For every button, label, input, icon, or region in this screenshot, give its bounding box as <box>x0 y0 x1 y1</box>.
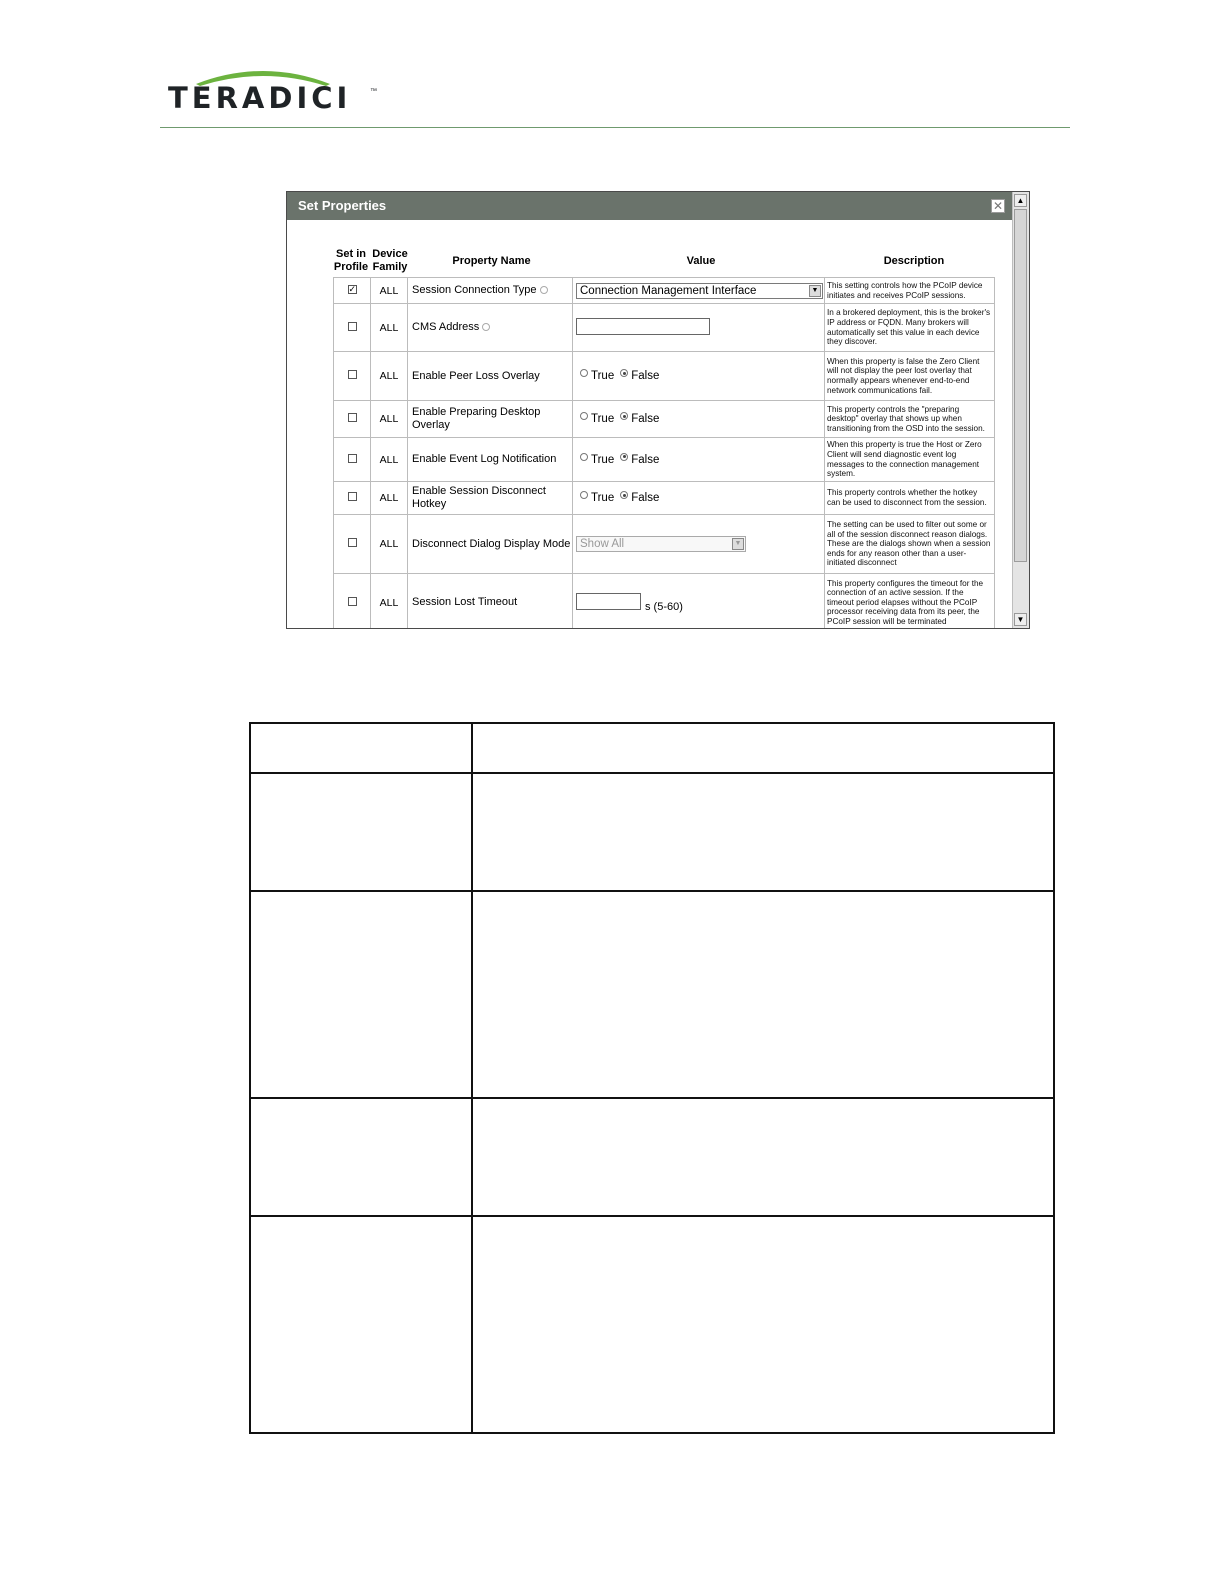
true-radio[interactable] <box>580 412 588 420</box>
true-radio-label: True <box>591 370 615 382</box>
value-cell <box>573 515 825 574</box>
device-family-cell: ALL <box>371 482 408 515</box>
property-name-cell <box>408 574 573 630</box>
device-family-cell: ALL <box>371 574 408 630</box>
header-value: Value <box>686 255 716 267</box>
table-row <box>250 1098 1054 1216</box>
set-in-profile-cell <box>334 574 371 630</box>
session-lost-timeout-input[interactable] <box>576 593 641 610</box>
property-name: Enable Preparing Desktop Overlay <box>412 406 541 431</box>
description-cell: The setting can be used to filter out some or all of the session disconnect reason dialogs. These are the dialogs shown when a session ends for any reason other than a user-initiated disconnect <box>825 515 995 574</box>
table-row <box>250 1216 1054 1433</box>
device-family-cell: ALL <box>371 352 408 401</box>
true-radio-label: True <box>591 413 615 425</box>
true-radio[interactable] <box>580 369 588 377</box>
set-in-profile-checkbox[interactable] <box>348 285 357 294</box>
table-cell <box>250 891 472 1098</box>
set-in-profile-checkbox[interactable] <box>348 322 357 331</box>
true-radio-label: True <box>591 492 615 504</box>
timeout-range-label: s (5-60) <box>645 600 683 613</box>
false-radio[interactable] <box>620 412 628 420</box>
set-in-profile-cell <box>334 352 371 401</box>
value-cell <box>573 352 825 401</box>
device-family-cell: ALL <box>371 304 408 352</box>
session-connection-type-select[interactable] <box>576 283 823 299</box>
property-name: Enable Peer Loss Overlay <box>412 369 540 382</box>
property-name-cell <box>408 304 573 352</box>
value-cell <box>573 482 825 515</box>
scrollbar-thumb[interactable] <box>1014 209 1027 562</box>
description-cell: This property controls the "preparing desktop" overlay that shows up when transitioning from the OSD into the session. <box>825 401 995 438</box>
true-radio[interactable] <box>580 491 588 499</box>
property-row <box>334 401 995 438</box>
property-name-cell <box>408 401 573 438</box>
chevron-down-icon[interactable]: ▼ <box>732 538 744 550</box>
property-name: Disconnect Dialog Display Mode <box>412 537 571 550</box>
table-row <box>250 773 1054 891</box>
false-radio-label: False <box>631 370 660 382</box>
true-false-radio-group <box>576 413 665 425</box>
true-radio-label: True <box>591 453 615 466</box>
set-in-profile-cell <box>334 515 371 574</box>
value-cell <box>573 401 825 438</box>
dialog-title: Set Properties <box>298 198 387 213</box>
header-divider <box>160 127 1070 128</box>
property-name: Session Lost Timeout <box>412 596 518 608</box>
table-cell <box>250 723 472 773</box>
property-row <box>334 304 995 352</box>
device-family-cell: ALL <box>371 401 408 438</box>
false-radio[interactable] <box>620 453 628 461</box>
true-false-radio-group <box>576 492 665 504</box>
set-in-profile-checkbox[interactable] <box>348 370 357 379</box>
true-radio[interactable] <box>580 453 588 461</box>
device-family-cell: ALL <box>371 515 408 574</box>
header-property-name: Property Name <box>452 255 531 267</box>
properties-table <box>333 277 995 629</box>
value-cell <box>573 438 825 482</box>
property-row <box>334 438 995 482</box>
disconnect-dialog-mode-select[interactable] <box>576 536 746 552</box>
set-in-profile-cell <box>334 401 371 438</box>
property-name-cell <box>408 438 573 482</box>
table-row <box>250 891 1054 1098</box>
false-radio[interactable] <box>620 491 628 499</box>
true-false-radio-group <box>576 454 665 466</box>
table-cell <box>250 773 472 891</box>
property-name-cell <box>408 278 573 304</box>
property-row <box>334 515 995 574</box>
set-in-profile-checkbox[interactable] <box>348 413 357 422</box>
header-set-in-profile: Set in Profile <box>333 248 369 273</box>
table-row <box>250 723 1054 773</box>
table-cell <box>250 1098 472 1216</box>
property-name-cell <box>408 352 573 401</box>
document-table <box>249 722 1055 1434</box>
header-device-family: Device Family <box>372 248 408 273</box>
select-value: Show All <box>580 538 625 550</box>
column-headers <box>287 248 1013 274</box>
set-in-profile-cell <box>334 438 371 482</box>
info-icon[interactable] <box>540 286 548 294</box>
false-radio-label: False <box>631 492 660 504</box>
set-in-profile-checkbox[interactable] <box>348 597 357 606</box>
table-cell <box>472 891 1054 1098</box>
select-value: Connection Management Interface <box>580 284 757 297</box>
header-description: Description <box>883 255 945 267</box>
property-row <box>334 482 995 515</box>
description-cell: This property controls whether the hotkey can be used to disconnect from the session. <box>825 482 995 515</box>
description-cell: In a brokered deployment, this is the broker's IP address or FQDN. Many brokers will automatically set this value in each device they discover. <box>825 304 995 352</box>
table-cell <box>472 773 1054 891</box>
close-icon[interactable]: ✕ <box>992 199 1004 213</box>
property-name: Enable Session Disconnect Hotkey <box>412 485 546 510</box>
device-family-cell: ALL <box>371 438 408 482</box>
set-in-profile-checkbox[interactable] <box>348 538 357 547</box>
false-radio-label: False <box>631 453 660 466</box>
table-cell <box>472 1216 1054 1433</box>
value-cell <box>573 278 825 304</box>
description-cell: When this property is false the Zero Client will not display the peer lost overlay that normally appears whenever end-to-end network communications fail. <box>825 352 995 401</box>
table-cell <box>472 1098 1054 1216</box>
cms-address-input[interactable] <box>576 318 710 335</box>
table-cell <box>472 723 1054 773</box>
property-name: CMS Address <box>412 321 480 333</box>
logo-text: TERADICI <box>168 81 352 115</box>
device-family-cell: ALL <box>371 278 408 304</box>
property-name: Session Connection Type <box>412 284 537 296</box>
description-cell: This setting controls how the PCoIP device initiates and receives PCoIP sessions. <box>825 278 995 304</box>
description-cell: When this property is true the Host or Zero Client will send diagnostic event log messages to the connection management system. <box>825 438 995 482</box>
table-cell <box>250 1216 472 1433</box>
dialog-title-bar <box>287 192 1013 220</box>
property-row <box>334 574 995 630</box>
set-in-profile-cell <box>334 482 371 515</box>
false-radio-label: False <box>631 413 660 425</box>
set-in-profile-checkbox[interactable] <box>348 454 357 463</box>
set-in-profile-cell <box>334 278 371 304</box>
property-name-cell <box>408 482 573 515</box>
set-in-profile-cell <box>334 304 371 352</box>
property-row <box>334 278 995 304</box>
dialog-scrollbar[interactable] <box>1012 192 1029 628</box>
chevron-down-icon[interactable]: ▼ <box>809 285 821 297</box>
value-cell <box>573 574 825 630</box>
teradici-logo <box>168 64 383 114</box>
property-row <box>334 352 995 401</box>
scroll-down-icon[interactable]: ▼ <box>1014 613 1027 626</box>
info-icon[interactable] <box>482 323 490 331</box>
set-properties-dialog <box>286 191 1030 629</box>
value-cell <box>573 304 825 352</box>
false-radio[interactable] <box>620 369 628 377</box>
scroll-up-icon[interactable]: ▲ <box>1014 194 1027 207</box>
logo-trademark: ™ <box>370 88 377 95</box>
property-name-cell <box>408 515 573 574</box>
description-cell: This property configures the timeout for the connection of an active session. If the timeout period elapses without the PCoIP processor receiving data from its peer, the PCoIP session will be terminated <box>825 574 995 630</box>
property-name: Enable Event Log Notification <box>412 453 557 465</box>
true-false-radio-group <box>576 370 665 382</box>
set-in-profile-checkbox[interactable] <box>348 492 357 501</box>
